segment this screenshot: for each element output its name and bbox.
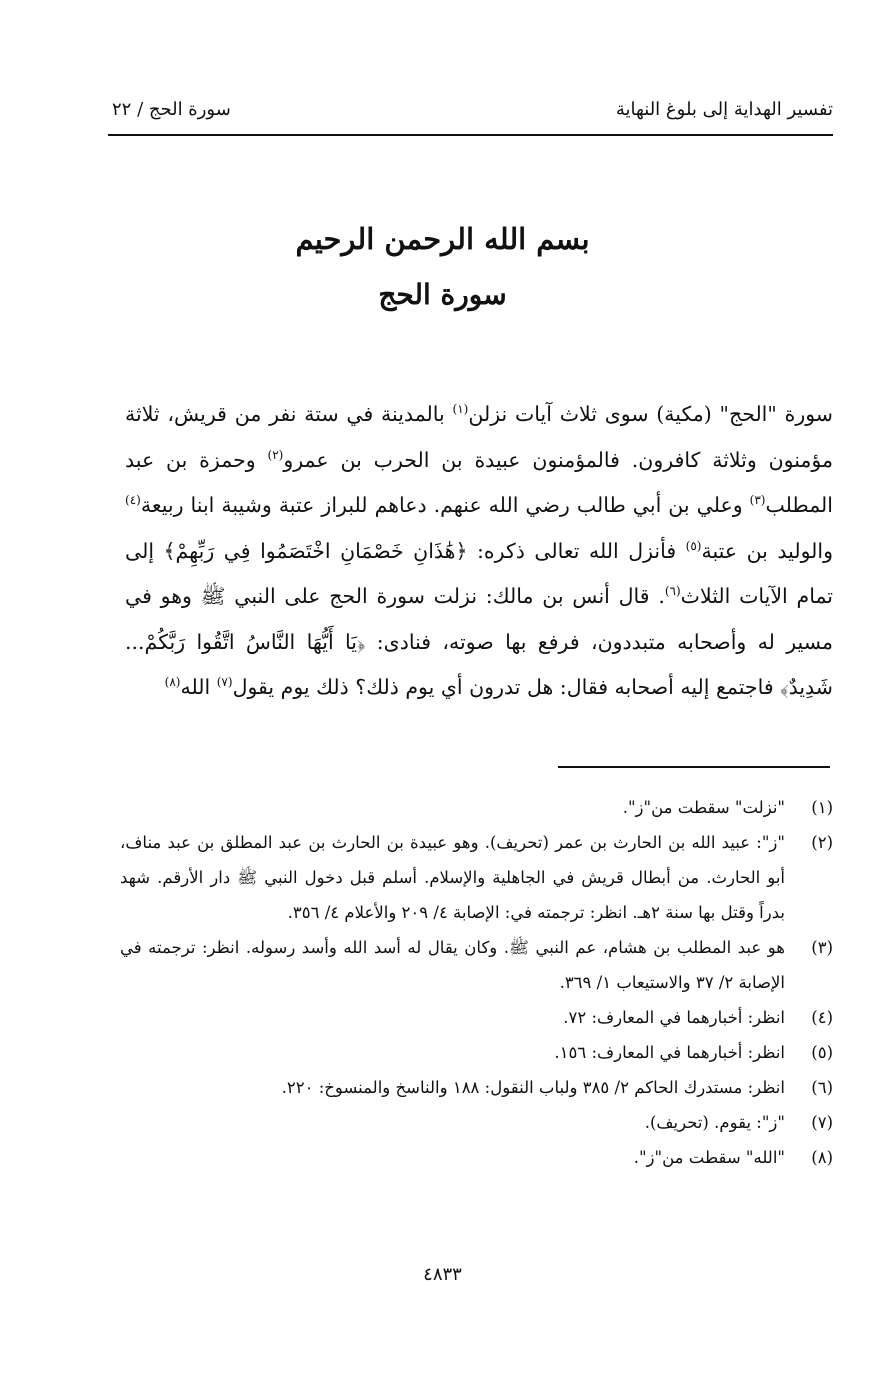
footnote-ref-8[interactable]: (٨)	[164, 675, 181, 690]
footnote-item	[120, 930, 833, 1000]
footnote-ref-2[interactable]: (٢)	[267, 447, 284, 462]
footnote-ref-1[interactable]: (١)	[452, 402, 469, 417]
footnote-item	[120, 1035, 833, 1070]
footnote-text: انظر: أخبارهما في المعارف: ٧٢.	[563, 1008, 785, 1027]
basmala-heading: بسم الله الرحمن الرحيم	[295, 222, 590, 256]
footnotes-section	[120, 790, 833, 1175]
text-segment: الله	[180, 675, 217, 699]
header-surah-ref: سورة الحج / ٢٢	[112, 98, 231, 120]
footnote-item	[120, 1070, 833, 1105]
footnote-item	[120, 1105, 833, 1140]
footnote-number: (٦)	[811, 1078, 833, 1097]
text-segment: سورة "الحج" (مكية) سوى ثلاث آيات نزلن	[468, 402, 833, 426]
footnote-number: (٣)	[811, 938, 833, 957]
header-divider	[108, 134, 833, 136]
footnote-number: (٢)	[811, 833, 833, 852]
footnote-item	[120, 1140, 833, 1175]
footnote-text: انظر: أخبارهما في المعارف: ١٥٦.	[554, 1043, 785, 1062]
running-header	[112, 92, 833, 126]
footnote-text: "ز": يقوم. (تحريف).	[644, 1113, 785, 1132]
footnote-number: (٥)	[811, 1043, 833, 1062]
footnote-text: "الله" سقطت من"ز".	[633, 1148, 785, 1167]
footnote-text: انظر: مستدرك الحاكم ٢/ ٣٨٥ ولباب النقول: ١٨٨ والناسخ والمنسوخ: ٢٢٠.	[281, 1078, 785, 1097]
text-segment: فأنزل الله تعالى ذكره: ﴿هَٰذَانِ خَصْمَانِ اخْتَصَمُوا فِي رَبِّهِمْ﴾ إلى تمام الآيات الثلاث	[125, 538, 833, 608]
page-number: ٤٨٣٣	[423, 1264, 462, 1285]
footnote-number: (٤)	[811, 1008, 833, 1027]
footnote-number: (٧)	[811, 1113, 833, 1132]
footnote-number: (٨)	[811, 1148, 833, 1167]
footnote-text: هو عبد المطلب بن هشام، عم النبي ﷺ. وكان يقال له أسد الله وأسد رسوله. انظر: ترجمته في الإصابة ٢/ ٣٧ والاستيعاب ١/ ٣٦٩.	[120, 938, 785, 992]
text-segment: وعلي بن أبي طالب رضي الله عنهم. دعاهم للبراز عتبة وشيبة ابنا ربيعة	[140, 493, 750, 517]
main-paragraph	[125, 392, 833, 711]
text-segment: وحمزة بن عبد المطلب	[125, 447, 833, 517]
text-segment: بالمدينة في ستة نفر من قريش، ثلاثة مؤمنون وثلاثة كافرون. فالمؤمنون عبيدة بن الحرب بن عمرو	[125, 402, 833, 472]
text-segment: والوليد بن عتبة	[701, 538, 833, 563]
header-book-title: تفسير الهداية إلى بلوغ النهاية	[615, 98, 833, 120]
footnote-item	[120, 825, 833, 930]
footnote-ref-4[interactable]: (٤)	[125, 493, 141, 508]
surah-title: سورة الحج	[378, 278, 507, 311]
footnote-ref-6[interactable]: (٦)	[664, 584, 681, 599]
footnote-ref-7[interactable]: (٧)	[216, 675, 233, 690]
text-segment: . قال أنس بن مالك: نزلت سورة الحج على النبي ﷺ وهو في مسير له وأصحابه متبددون، فرفع بها صوته، فنادى: ﴿يَا أَيُّهَا النَّاسُ اتَّقُوا رَبَّكُمْ... شَدِيدٌ﴾ فاجتمع إليه أصحابه فقال: هل تدرون أي يوم ذلك؟ ذلك يوم يقول	[125, 584, 833, 699]
footnote-divider	[558, 766, 830, 768]
footnote-text: "ز": عبيد الله بن الحارث بن عمر (تحريف). وهو عبيدة بن الحارث بن عبد المطلق بن عبد مناف، أبو الحارث. من أبطال قريش في الجاهلية والإسلام. أسلم قبل دخول النبي ﷺ دار الأرقم. شهد بدراً وقتل بها سنة ٢هـ. انظر: ترجمته في: الإصابة ٤/ ٢٠٩ والأعلام ٤/ ٣٥٦.	[120, 833, 785, 922]
footnote-number: (١)	[811, 798, 833, 817]
footnote-ref-5[interactable]: (٥)	[685, 538, 702, 553]
footnote-item	[120, 790, 833, 825]
footnote-text: "نزلت" سقطت من"ز".	[622, 798, 785, 817]
footnote-item	[120, 1000, 833, 1035]
main-text	[125, 392, 833, 711]
footnote-ref-3[interactable]: (٣)	[749, 493, 766, 508]
